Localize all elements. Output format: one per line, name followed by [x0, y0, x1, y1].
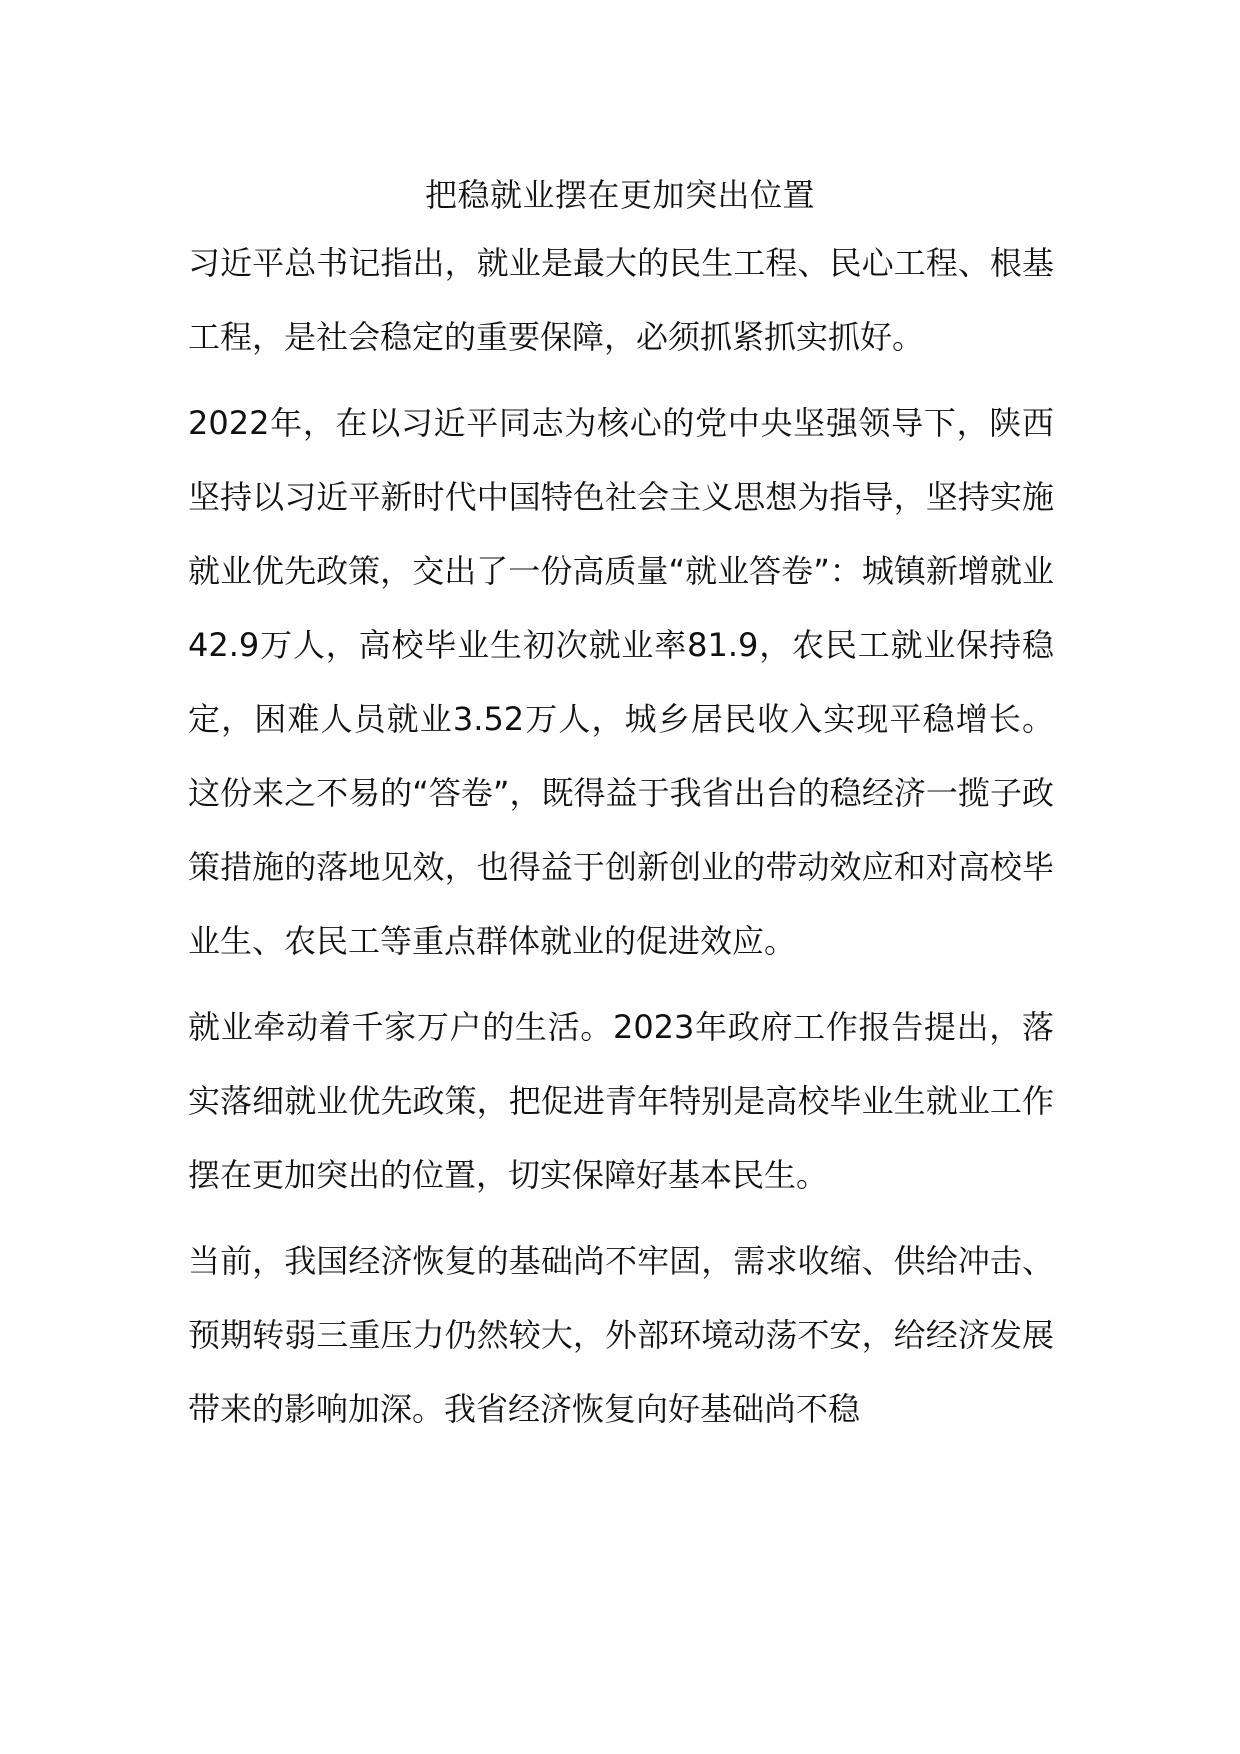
document-body	[188, 226, 1054, 1446]
document-title: 把稳就业摆在更加突出位置	[424, 176, 815, 214]
paragraph: 当前，我国经济恢复的基础尚不牢固，需求收缩、供给冲击、预期转弱三重压力仍然较大，外部环境动荡不安，给经济发展带来的影响加深。我省经济恢复向好基础尚不稳	[188, 1242, 1054, 1428]
paragraph: 就业牵动着千家万户的生活。2023年政府工作报告提出，落实落细就业优先政策，把促进青年特别是高校毕业生就业工作摆在更加突出的位置，切实保障好基本民生。	[188, 1008, 1054, 1194]
paragraph: 2022年，在以习近平同志为核心的党中央坚强领导下，陕西坚持以习近平新时代中国特色社会主义思想为指导，坚持实施就业优先政策，交出了一份高质量“就业答卷”：城镇新增就业42.9万人，高校毕业生初次就业率81.9，农民工就业保持稳定，困难人员就业3.52万人，城乡居民收入实现平稳增长。这份来之不易的“答卷”，既得益于我省出台的稳经济一揽子政策措施的落地见效，也得益于创新创业的带动效应和对高校毕业生、农民工等重点群体就业的促进效应。	[188, 404, 1054, 960]
paragraph: 习近平总书记指出，就业是最大的民生工程、民心工程、根基工程，是社会稳定的重要保障，必须抓紧抓实抓好。	[188, 244, 1054, 356]
